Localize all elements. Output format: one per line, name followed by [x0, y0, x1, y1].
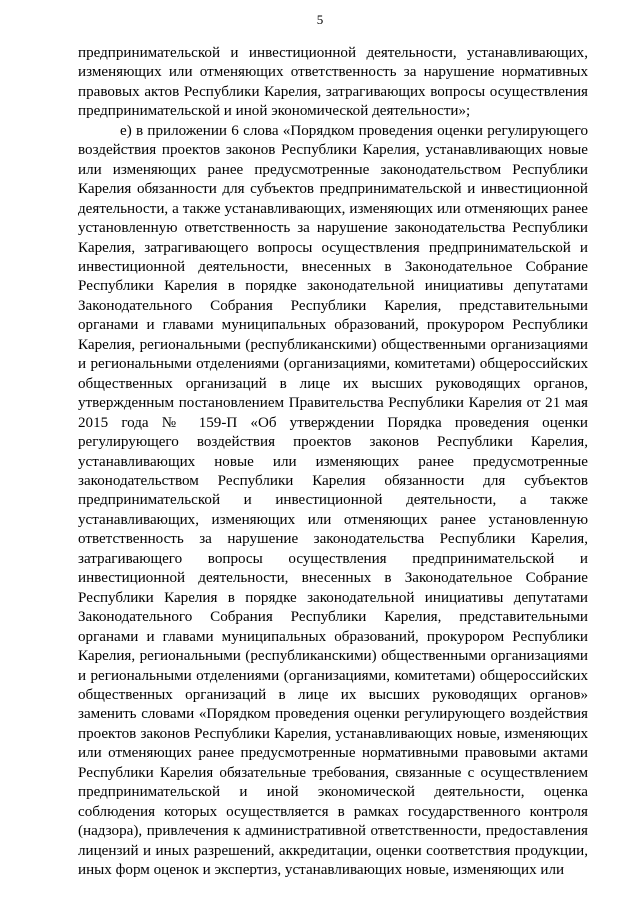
paragraph-continuation: предпринимательской и инвестиционной деятельности, устанавливающих, изменяющих или отменяющих ответственность за нарушение нормативных правовых актов Республики Карелия, затрагивающих вопросы осуществления предпринимательской и иной экономической деятельности»; [78, 45, 588, 120]
page-number: 5 [316, 12, 324, 27]
document-body [78, 44, 588, 880]
paragraph-item-e: е) в приложении 6 слова «Порядком проведения оценки регулирующего воздействия проектов законов Республики Карелия, устанавливающих новые или изменяющих ранее предусмотренные законодательством Республики Карелия обязанности для субъектов предпринимательской и инвестиционной деятельности, а также устанавливающих, изменяющих или отменяющих ранее установленную ответственность за нарушение законодательства Республики Карелия, затрагивающего вопросы осуществления предпринимательской и инвестиционной деятельности, внесенных в Законодательное Собрание Республики Карелия в порядке законодательной инициативы депутатами Законодательного Собрания Республики Карелия, представительными органами и главами муниципальных образований, прокурором Республики Карелия, региональными (республиканскими) общественными организациями и региональными отделениями (организациями, комитетами) общероссийских общественных организаций в лице их высших руководящих органов, утвержденным постановлением Правительства Республики Карелия от 21 мая 2015 года № 159-П «Об утверждении Порядка проведения оценки регулирующего воздействия проектов законов Республики Карелия, устанавливающих новые или изменяющих ранее предусмотренные законодательством Республики Карелия обязанности для субъектов предпринимательской и инвестиционной деятельности, а также устанавливающих, изменяющих или отменяющих ранее установленную ответственность за нарушение законодательства Республики Карелия, затрагивающего вопросы осуществления предпринимательской и инвестиционной деятельности, внесенных в Законодательное Собрание Республики Карелия в порядке законодательной инициативы депутатами Законодательного Собрания Республики Карелия, представительными органами и главами муниципальных образований, прокурором Республики Карелия, региональными (республиканскими) общественными организациями и региональными отделениями (организациями, комитетами) общероссийских общественных организаций в лице их высших руководящих органов» заменить словами «Порядком проведения оценки регулирующего воздействия проектов законов Республики Карелия, устанавливающих новые, изменяющих или отменяющих ранее предусмотренные нормативными правовыми актами Республики Карелия обязательные требования, связанные с осуществлением предпринимательской и иной экономической деятельности, оценка соблюдения которых осуществляется в рамках государственного контроля (надзора), привлечения к административной ответственности, предоставления лицензий и иных разрешений, аккредитации, оценки соответствия продукции, иных форм оценок и экспертиз, устанавливающих новые, изменяющих или [78, 122, 588, 879]
